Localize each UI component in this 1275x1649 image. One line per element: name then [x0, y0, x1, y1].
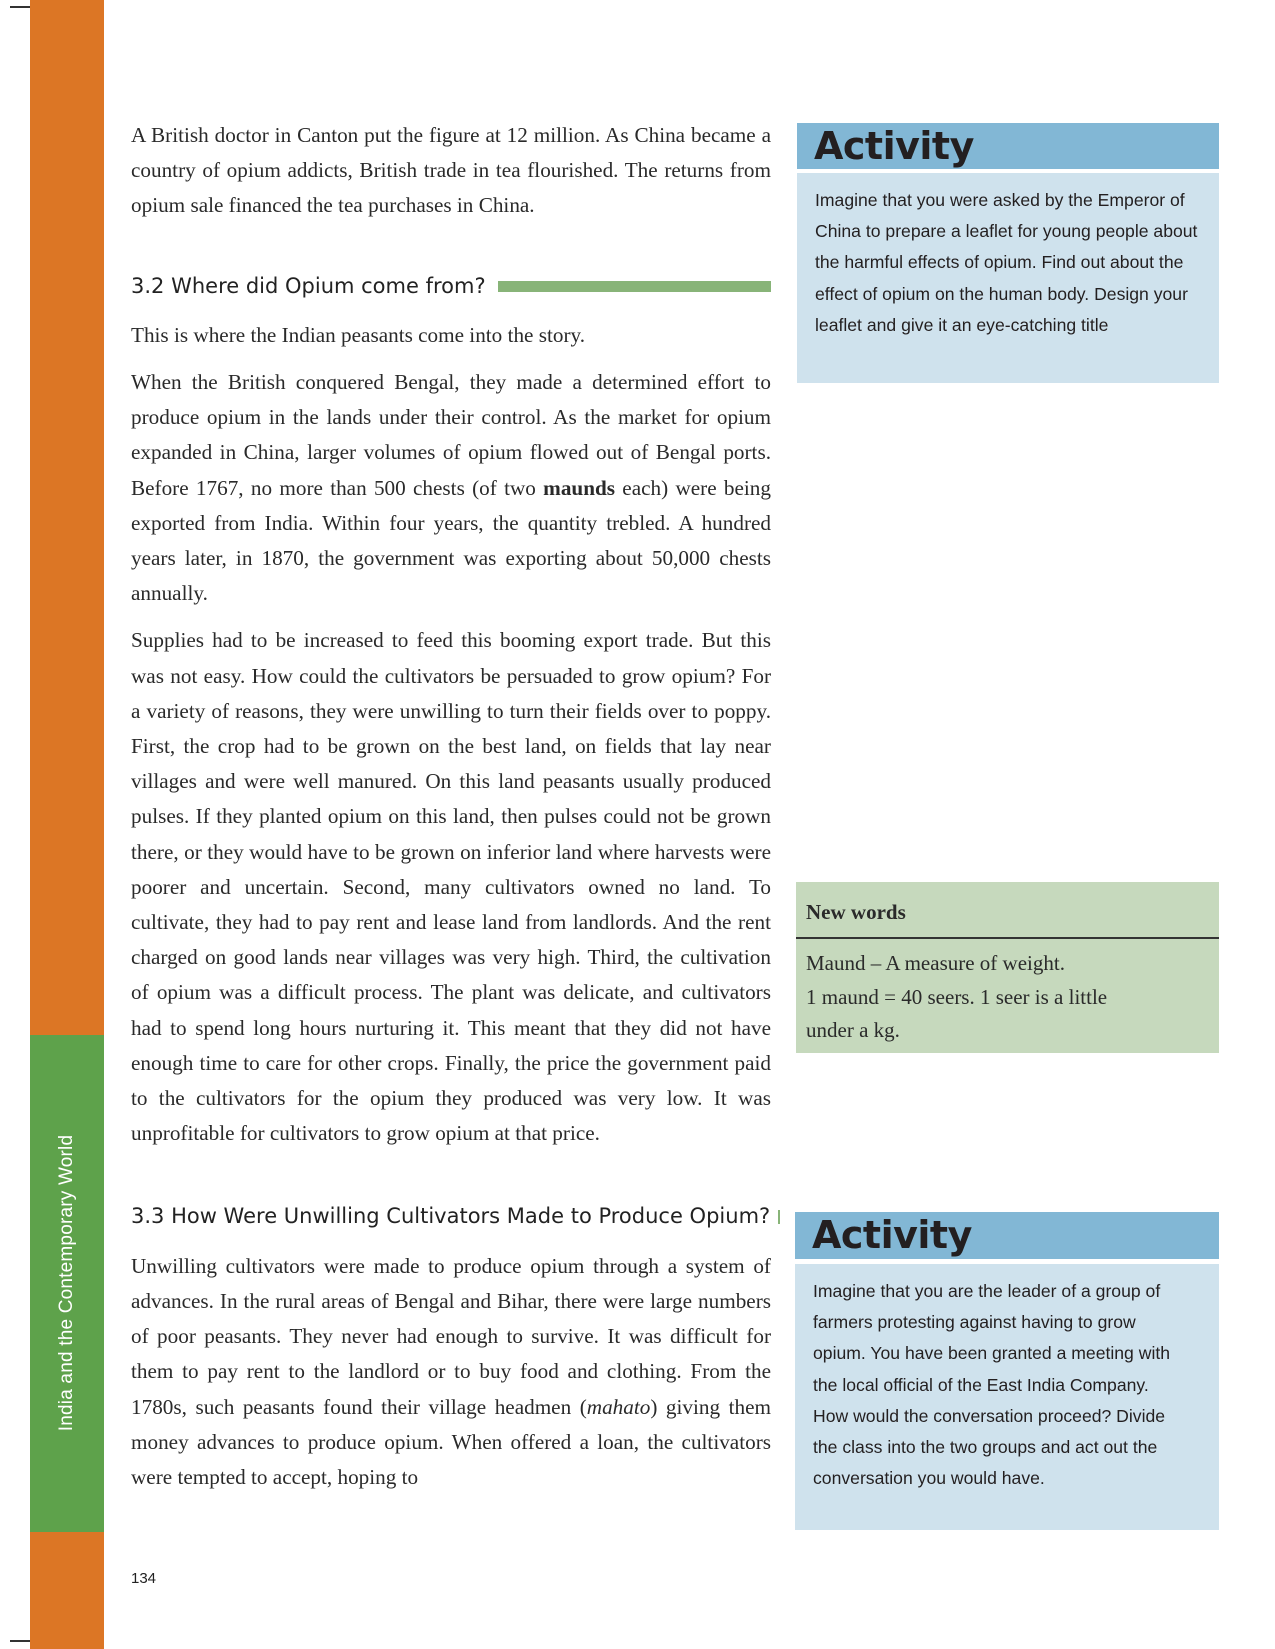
- book-title-vertical: India and the Contemporary World: [56, 1134, 77, 1432]
- paragraph-bengal-exports: [131, 365, 771, 611]
- paragraph-supplies: Supplies had to be increased to feed this booming export trade. But this was not easy. How could the cultivators be persuaded to grow opium? For a variety of reasons, they were unwilling to turn their fields over to poppy. First, the crop had to be grown on the best land, on fields that lay near villages and were well manured. On this land peasants usually produced pulses. If they planted opium on this land, then pulses could not be grown there, or they would have to be grown on inferior land where harvests were poorer and uncertain. Second, many cultivators owned no land. To cultivate, they had to pay rent and lease land from landlords. And the rent charged on good lands near villages was very high. Third, the cultivation of opium was a difficult process. The plant was delicate, and cultivators had to spend long hours nurturing it. This meant that they did not have enough time to care for other crops. Finally, the price the government paid to the cultivators for the opium they produced was very low. It was unprofitable for cultivators to grow opium at that price.: [131, 628, 771, 1146]
- paragraph-advances: [131, 1249, 771, 1495]
- activity-2-header: [795, 1212, 1219, 1259]
- activity-1-header: [797, 123, 1219, 169]
- section-heading-3-3-text: 3.3 How Were Unwilling Cultivators Made to Produce Opium?: [131, 1204, 771, 1229]
- paragraph-text: each) were being exported from India. Within four years, the quantity trebled. A hundred years later, in 1870, the government was exporting about 50,000 chests annually.: [131, 475, 771, 606]
- crop-mark-top: [10, 6, 30, 8]
- activity-2-text: Imagine that you are the leader of a group of farmers protesting against having to grow opium. You have been granted a meeting with the local official of the East India Company. How would the conversation proceed? Divide the class into the two groups and act out the conversation you would have.: [813, 1281, 1171, 1489]
- activity-2-body: [795, 1264, 1219, 1530]
- activity-1-body: [797, 173, 1219, 383]
- paragraph-text: Unwilling cultivators were made to produce opium through a system of advances. In the rural areas of Bengal and Bihar, there were large numbers of poor peasants. They never had enough to survive. It was difficult for them to pay rent to the landlord or to buy food and clothing. From the 1780s, such peasants found their village headmen (: [131, 1253, 771, 1419]
- new-words-definition: [806, 947, 1146, 1048]
- main-column: [131, 118, 771, 1495]
- activity-2-title: Activity: [812, 1213, 972, 1257]
- activity-1-title: Activity: [814, 124, 974, 168]
- activity-1-text: Imagine that you were asked by the Emperor of China to prepare a leaflet for young people about the harmful effects of opium. Find out about the effect of opium on the human body. Design your leaflet and give it an eye-catching title: [815, 190, 1198, 335]
- new-words-line-1: Maund – A measure of weight.: [806, 951, 1065, 975]
- heading-rule-bar: [498, 281, 771, 292]
- new-words-box: [796, 882, 1219, 1053]
- paragraph-text: ) giving them money advances to produce opium. When offered a loan, the cultivators were tempted to accept, hoping to: [131, 1394, 771, 1489]
- new-words-line-2: 1 maund = 40 seers. 1 seer is a little under a kg.: [806, 984, 1108, 1042]
- paragraph-peasants-intro: This is where the Indian peasants come into the story.: [131, 322, 586, 347]
- intro-paragraph: A British doctor in Canton put the figure at 12 million. As China became a country of opium addicts, British trade in tea flourished. The returns from opium sale financed the tea purchases in China.: [131, 123, 771, 218]
- heading-rule-bar: [778, 1210, 780, 1224]
- new-words-divider: [796, 937, 1219, 939]
- term-maunds: maunds: [543, 475, 616, 500]
- paragraph-text: When the British conquered Bengal, they made a determined effort to produce opium in the lands under their control. As the market for opium expanded in China, larger volumes of opium flowed out of Bengal ports. Before 1767, no more than 500 chests (of two: [131, 370, 771, 500]
- page-number: 134: [131, 1570, 157, 1587]
- new-words-title: New words: [806, 900, 906, 924]
- crop-mark-bottom: [10, 1640, 30, 1642]
- section-heading-3-2-text: 3.2 Where did Opium come from?: [131, 273, 486, 298]
- term-mahato: mahato: [586, 1394, 651, 1419]
- section-heading-3-2: [131, 269, 771, 304]
- section-heading-3-3: [131, 1199, 771, 1234]
